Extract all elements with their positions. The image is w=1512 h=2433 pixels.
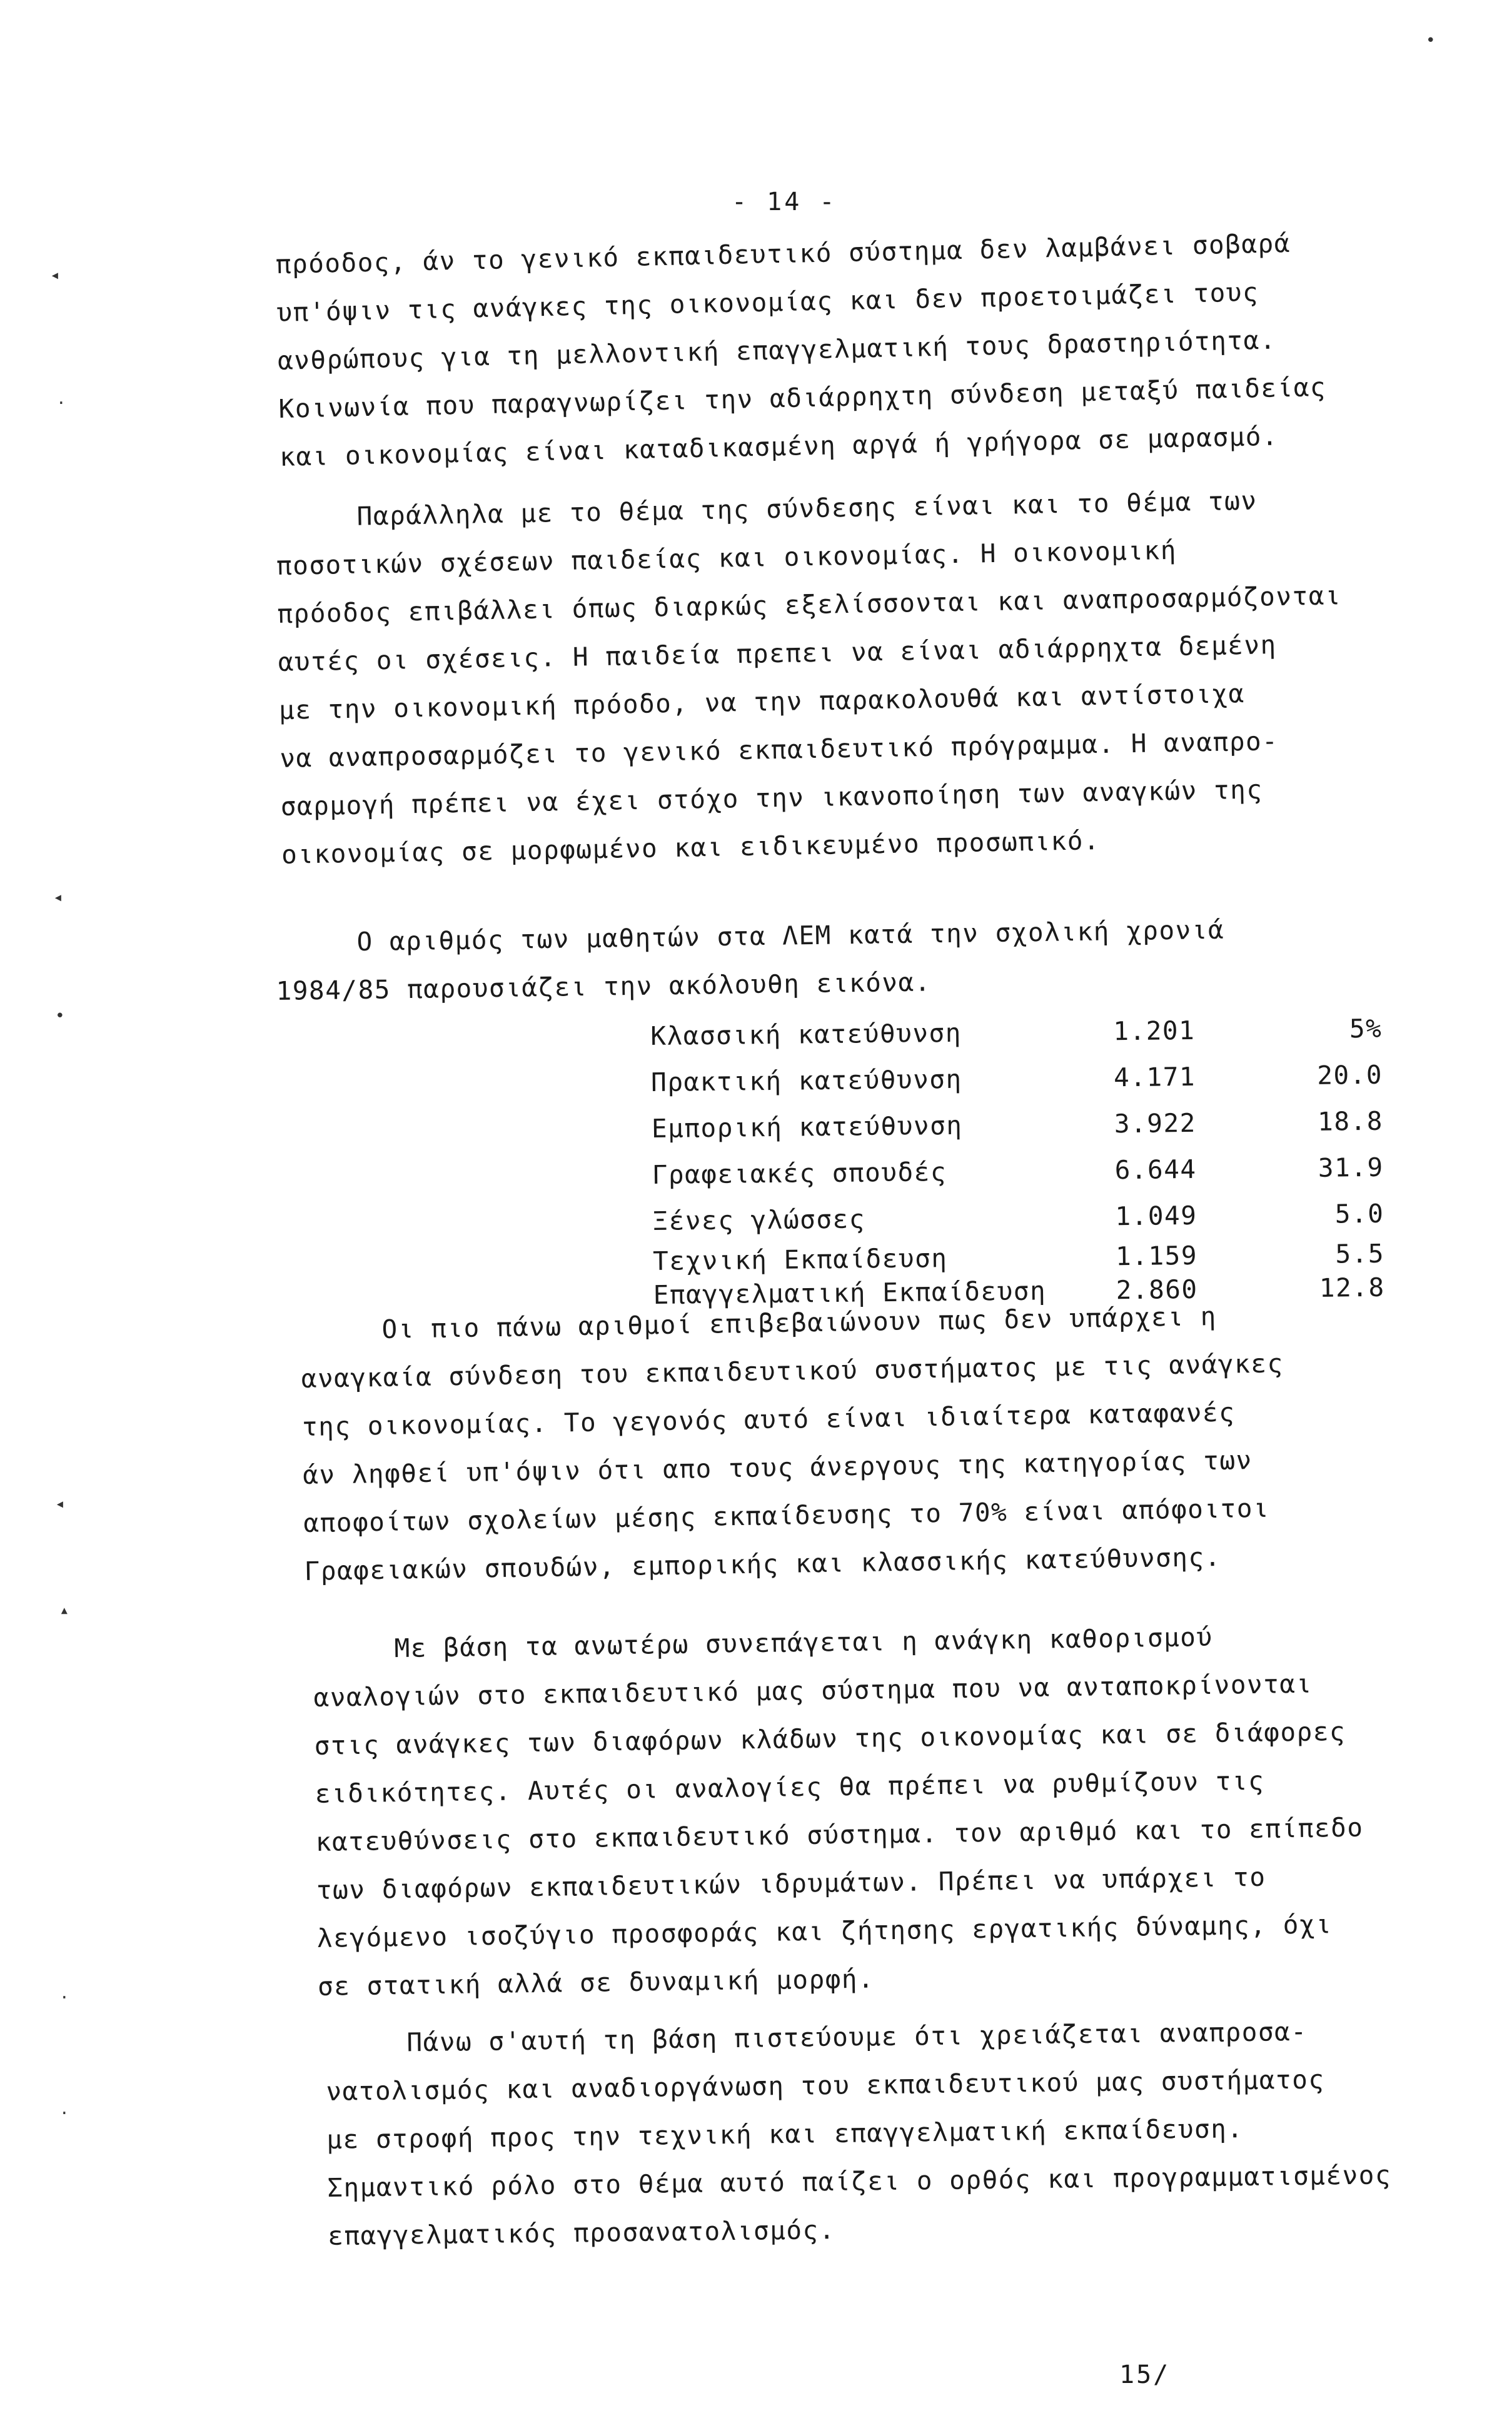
margin-mark: ◂ xyxy=(53,888,63,907)
text-line: Πάνω σ'αυτή τη βάση πιστεύουμε ότι χρειάζεται αναπροσα- xyxy=(406,2016,1308,2058)
text-line: αυτές οι σχέσεις. Η παιδεία πρεπει να είναι αδιάρρηχτα δεμένη xyxy=(278,630,1278,677)
table-cell-name: Τεχνική Εκπαίδευση xyxy=(652,1243,948,1276)
text-line: Οι πιο πάνω αριθμοί επιβεβαιώνουν πως δεν υπάρχει η xyxy=(381,1301,1217,1344)
text-line: άν ληφθεί υπ'όψιν ότι απο τους άνεργους της κατηγορίας των xyxy=(302,1445,1253,1490)
table-cell-pct: 12.8 xyxy=(1319,1272,1385,1303)
table-row xyxy=(652,1097,1415,1152)
table-cell-count: 4.171 xyxy=(1113,1061,1196,1093)
page-number: - 14 - xyxy=(732,188,837,216)
paragraph-3 xyxy=(275,902,1477,1015)
text-line: ανθρώπους για τη μελλοντική επαγγελματική τους δραστηριότητα. xyxy=(277,325,1277,376)
table-cell-count: 1.049 xyxy=(1115,1200,1197,1232)
text-line: αποφοίτων σχολείων μέσης εκπαίδευσης το 70% είναι απόφοιτοι xyxy=(303,1493,1270,1538)
text-line: αναγκαία σύνδεση του εκπαιδευτικού συστήματος με τις ανάγκες xyxy=(301,1348,1284,1394)
table-cell-name: Εμπορική κατεύθυνση xyxy=(651,1110,963,1144)
text-line: οικονομίας σε μορφωμένο και ειδικευμένο προσωπικό. xyxy=(281,825,1101,870)
paragraph-4 xyxy=(300,1288,1505,1596)
table-cell-name: Πρακτική κατεύθυνση xyxy=(650,1064,962,1097)
text-line: ειδικότητες. Αυτές οι αναλογίες θα πρέπει να ρυθμίζουν τις xyxy=(315,1765,1265,1809)
text-line: και οικονομίας είναι καταδικασμένη αργά ή γρήγορα σε μαρασμό. xyxy=(279,421,1279,472)
text-line: κατευθύνσεις στο εκπαιδευτικό σύστημα. τον αριθμό και το επίπεδο xyxy=(315,1812,1364,1857)
text-line: σε στατική αλλά σε δυναμική μορφή. xyxy=(317,1963,875,2002)
table-cell-name: Ξένες γλώσσες xyxy=(652,1204,866,1236)
table-row xyxy=(650,1005,1414,1059)
paragraph-1 xyxy=(275,216,1481,481)
paragraph-5 xyxy=(313,1609,1512,2011)
table-cell-name: Κλασσική κατεύθυνση xyxy=(650,1017,962,1051)
table-cell-count: 3.922 xyxy=(1114,1107,1197,1139)
table-cell-pct: 5.0 xyxy=(1334,1198,1384,1229)
text-line: Παράλληλα με το θέμα της σύνδεσης είναι και το θέμα των xyxy=(356,485,1257,531)
table-cell-pct: 31.9 xyxy=(1318,1152,1384,1183)
table-row xyxy=(651,1051,1414,1106)
text-line: στις ανάγκες των διαφόρων κλάδων της οικονομίας και σε διάφορες xyxy=(314,1716,1346,1761)
text-line: νατολισμός και αναδιοργάνωση του εκπαιδευτικού μας συστήματος xyxy=(326,2064,1325,2107)
margin-mark: ◂ xyxy=(55,1494,65,1513)
text-line: Γραφειακών σπουδών, εμπορικής και κλασσικής κατεύθυνσης. xyxy=(304,1541,1222,1586)
text-line: της οικονομίας. Το γεγονός αυτό είναι ιδιαίτερα καταφανές xyxy=(301,1397,1236,1442)
continuation-page-ref: 15/ xyxy=(1119,2360,1171,2389)
table-cell-count: 1.159 xyxy=(1115,1240,1198,1272)
text-line: Με βάση τα ανωτέρω συνεπάγεται η ανάγκη καθορισμού xyxy=(394,1621,1213,1664)
text-line: των διαφόρων εκπαιδευτικών ιδρυμάτων. Πρέπει να υπάρχει το xyxy=(316,1861,1266,1905)
paragraph-2 xyxy=(275,473,1482,879)
text-line: Ο αριθμός των μαθητών στα ΛΕΜ κατά την σχολική χρονιά xyxy=(356,914,1225,957)
text-line: επαγγελματικός προσανατολισμός. xyxy=(327,2215,836,2251)
text-line: Κοινωνία που παραγνωρίζει την αδιάρρηχτη σύνδεση μεταξύ παιδείας xyxy=(278,371,1327,424)
text-line: Σημαντικό ρόλο στο θέμα αυτό παίζει ο ορθός και προγραμματισμένος xyxy=(326,2160,1392,2203)
text-line: ποσοτικών σχέσεων παιδείας και οικονομίας. Η οικονομική xyxy=(276,535,1177,581)
paragraph-6 xyxy=(325,2005,1512,2260)
margin-mark: ▴ xyxy=(59,1601,69,1619)
table-row xyxy=(652,1144,1415,1198)
table-cell-count: 1.201 xyxy=(1113,1015,1196,1047)
text-line: σαρμογή πρέπει να έχει στόχο την ικανοποίηση των αναγκών της xyxy=(280,774,1263,822)
text-line: λεγόμενο ισοζύγιο προσφοράς και ζήτησης εργατικής δύναμης, όχι xyxy=(316,1909,1333,1953)
table-cell-pct: 18.8 xyxy=(1317,1106,1384,1137)
text-line: να αναπροσαρμόζει το γενικό εκπαιδευτικό πρόγραμμα. Η αναπρο- xyxy=(279,726,1279,773)
text-line: υπ'όψιν τις ανάγκες της οικονομίας και δεν προετοιμάζει τους xyxy=(276,277,1259,328)
text-line: αναλογιών στο εκπαιδευτικό μας σύστημα που να ανταποκρίνονται xyxy=(313,1668,1313,1713)
margin-mark: • xyxy=(55,1007,65,1025)
margin-mark: · xyxy=(59,2104,69,2123)
students-table xyxy=(650,1005,1416,1312)
table-cell-name: Επαγγελματική Εκπαίδευση xyxy=(653,1276,1047,1310)
margin-mark: • xyxy=(1426,31,1436,50)
table-cell-name: Γραφειακές σπουδές xyxy=(652,1157,947,1190)
margin-mark: · xyxy=(59,1988,69,2007)
table-cell-count: 6.644 xyxy=(1114,1154,1197,1186)
text-line: 1984/85 παρουσιάζει την ακόλουθη εικόνα. xyxy=(276,967,932,1006)
table-cell-pct: 5.5 xyxy=(1335,1238,1385,1269)
text-line: με στροφή προς την τεχνική και επαγγελματική εκπαίδευση. xyxy=(326,2113,1244,2155)
text-line: με την οικονομική πρόοδο, να την παρακολουθά και αντίστοιχα xyxy=(278,678,1246,725)
table-row xyxy=(652,1190,1416,1244)
margin-mark: · xyxy=(56,394,66,413)
table-cell-pct: 20.0 xyxy=(1317,1059,1383,1091)
table-cell-pct: 5% xyxy=(1349,1013,1383,1044)
text-line: πρόοδος επιβάλλει όπως διαρκώς εξελίσσονται και αναπροσαρμόζονται xyxy=(276,580,1342,629)
margin-mark: ◂ xyxy=(50,266,60,285)
table-cell-count: 2.860 xyxy=(1116,1274,1198,1306)
text-line: πρόοδος, άν το γενικό εκπαιδευτικό σύστημα δεν λαμβάνει σοβαρά xyxy=(275,228,1291,280)
